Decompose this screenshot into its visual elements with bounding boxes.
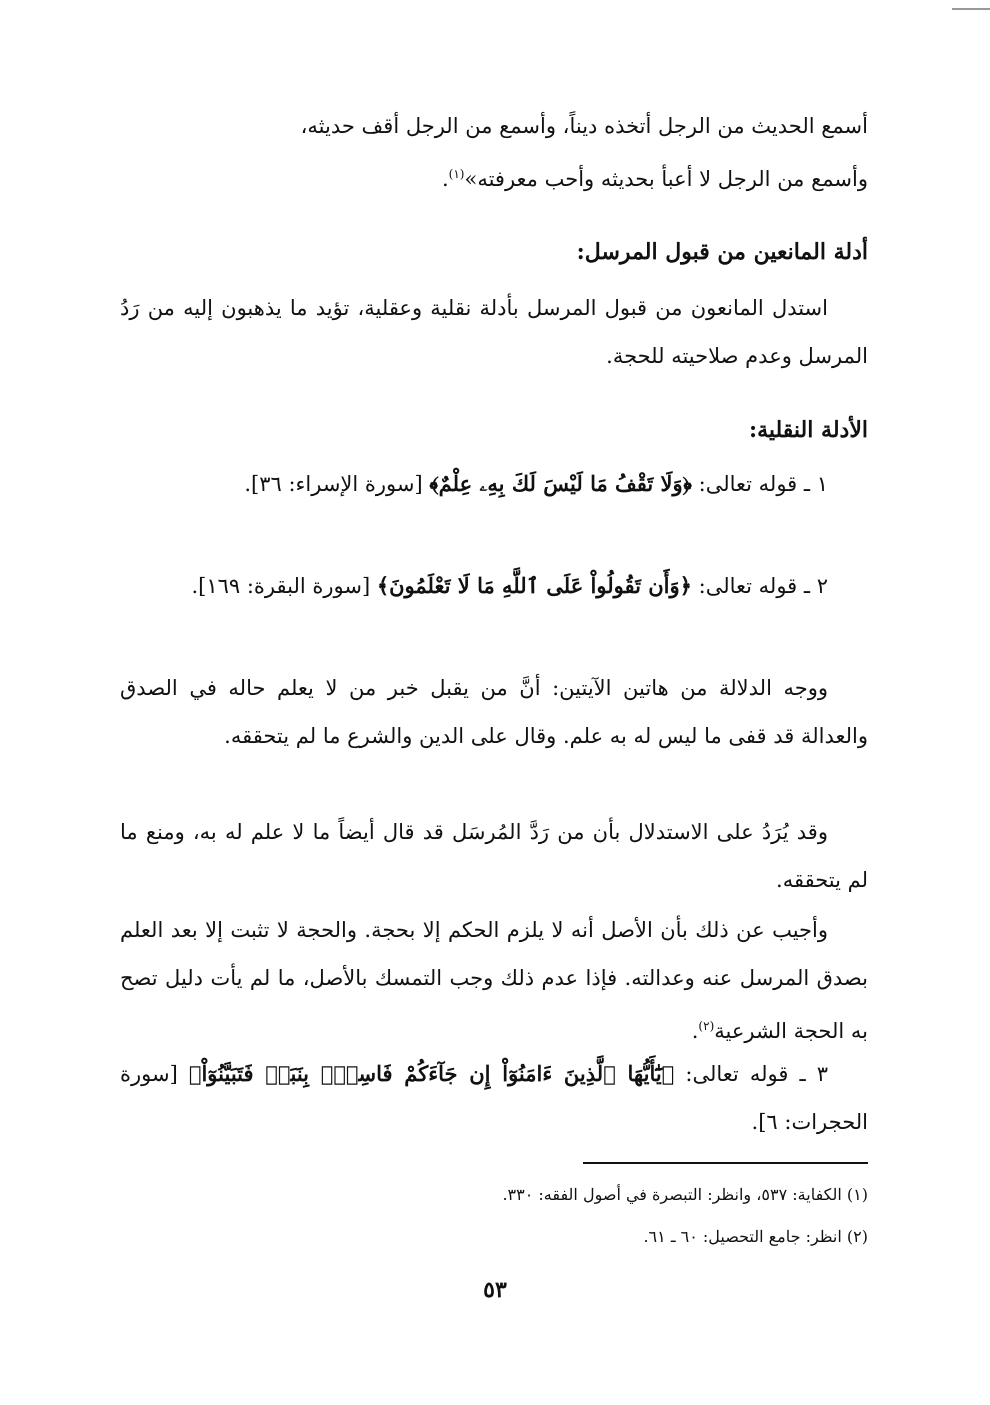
top-paragraph bbox=[120, 102, 868, 203]
heading-textual-evidence: الأدلة النقلية: bbox=[748, 417, 868, 443]
top-paragraph-line-2-text: وأسمع من الرجل لا أعبأ بحديثه وأحب معرفته» bbox=[464, 167, 868, 191]
answer-paragraph bbox=[120, 906, 868, 1055]
proof-2-source: [سورة البقرة: ١٦٩]. bbox=[191, 574, 377, 598]
footnote-separator bbox=[583, 1162, 868, 1164]
corner-mark bbox=[952, 0, 990, 10]
intro-paragraph: استدل المانعون من قبول المرسل بأدلة نقلية وعقلية، تؤيد ما يذهبون إليه من رَدُ المرسل وعدم صلاحيته للحجة. bbox=[120, 296, 868, 368]
top-paragraph-end: . bbox=[441, 167, 449, 191]
proof-1-verse: ﴿وَلَا تَقْفُ مَا لَيْسَ لَكَ بِهِۦ عِلْمٌ﴾ bbox=[429, 471, 692, 496]
proof-1-lead: ١ ـ قوله تعالى: bbox=[691, 472, 828, 496]
evidence-paragraph: ووجه الدلالة من هاتين الآيتين: أنَّ من يقبل خبر من لا يعلم حاله في الصدق والعدالة قد قفى ما ليس له به علم. وقال على الدين والشرع ما لم يتحققه. bbox=[120, 676, 868, 748]
footnote-2: (٢) انظر: جامع التحصيل: ٦٠ ـ ٦١. bbox=[643, 1227, 868, 1246]
answer-paragraph-text: وأجيب عن ذلك بأن الأصل أنه لا يلزم الحكم إلا بحجة. والحجة لا تثبت إلا بعد العلم بصدق المرسل عنه وعدالته. فإذا عدم ذلك وجب التمسك بالأصل، ما لم يأت دليل تصح به الحجة الشرعية bbox=[120, 918, 868, 1043]
answer-paragraph-end: . bbox=[691, 1019, 699, 1043]
proof-2-verse: ﴿وَأَن تَقُولُواْ عَلَى ٱللَّهِ مَا لَا تَعْلَمُونَ﴾ bbox=[376, 573, 692, 598]
proof-1-source: [سورة الإسراء: ٣٦]. bbox=[244, 472, 430, 496]
footnote-1: (١) الكفاية: ٥٣٧، وانظر: التبصرة في أصول الفقه: ٣٣٠. bbox=[502, 1185, 868, 1204]
top-paragraph-line-1: أسمع الحديث من الرجل أتخذه ديناً، وأسمع من الرجل أقف حديثه، bbox=[300, 114, 868, 138]
heading-deniers-evidence: أدلة المانعين من قبول المرسل: bbox=[576, 239, 868, 265]
proof-1 bbox=[120, 460, 868, 508]
footnote-ref-1: (١) bbox=[448, 167, 465, 181]
proof-3-lead: ٣ ـ قوله تعالى: bbox=[674, 1062, 828, 1086]
top-paragraph-line-2 bbox=[120, 150, 868, 203]
proof-2-lead: ٢ ـ قوله تعالى: bbox=[691, 574, 828, 598]
objection-paragraph: وقد يُرَدُ على الاستدلال بأن من رَدَّ المُرسَل قد قال أيضاً ما لا علم له به، ومنع ما لم يتحققه. bbox=[120, 820, 868, 892]
footnote-ref-2: (٢) bbox=[698, 1019, 715, 1033]
proof-3 bbox=[120, 1050, 868, 1146]
proof-3-source: [سورة الحجرات: ٦]. bbox=[120, 1062, 868, 1134]
proof-3-verse: ﴿يَٰٓأَيُّهَا ٱلَّذِينَ ءَامَنُوٓاْ إِن جَآءَكُمْ فَاسِقُۢ بِنَبَإٖ فَتَبَيَّنُوٓاْ﴾ bbox=[188, 1061, 675, 1086]
proof-2 bbox=[120, 562, 868, 610]
page-number: ٥٣ bbox=[483, 1277, 507, 1303]
